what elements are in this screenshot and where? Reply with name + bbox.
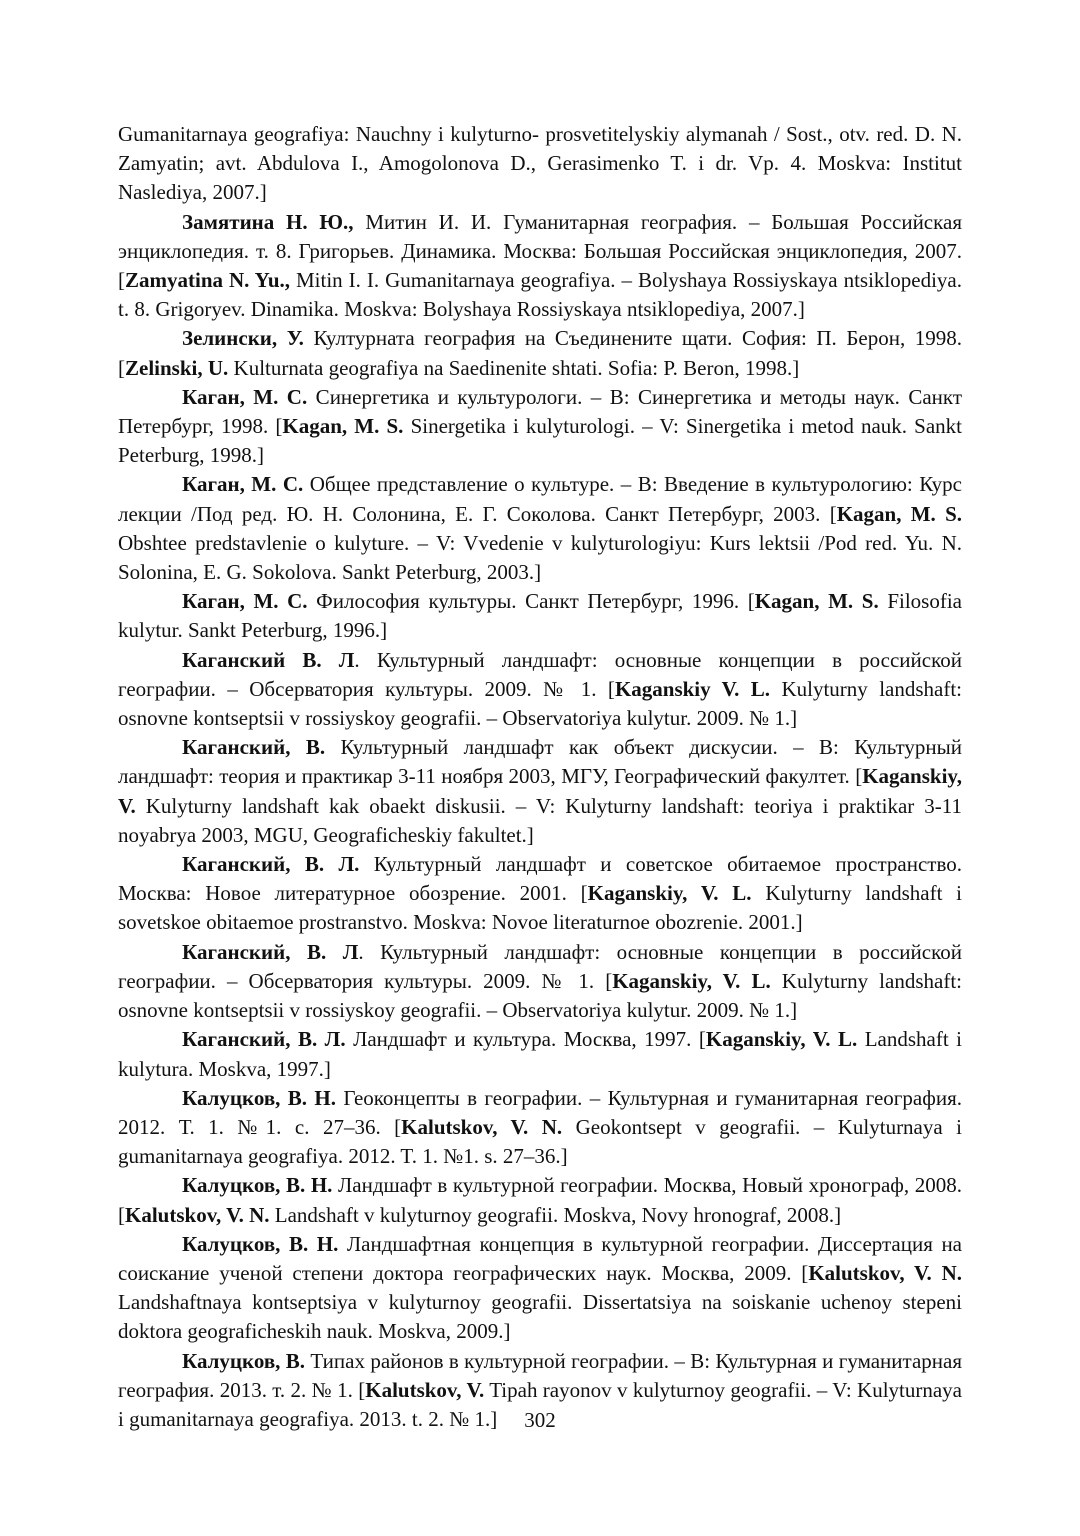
bibliography-entry [118, 1230, 962, 1347]
entry-text: Ландшафт в культурной географии. Москва, Новый хронограф, 2008. [ [118, 1173, 962, 1227]
entry-author: Каганский В. Л [182, 647, 355, 672]
entry-author: Kalutskov, V. N. [808, 1260, 963, 1285]
entry-text: . Культурный ландшафт: основные концепции в российской географии. – Обсерватория культуры. 2009. № 1. [ [118, 939, 962, 993]
entry-text: Mitin I. I. Gumanitarnaya geografiya. – Bolyshaya Rossiyskaya ntsiklopediya. t. 8. Grigoryev. Dinamika. Moskva: Bolyshaya Rossiyskaya ntsiklopediya, 2007.] [118, 268, 962, 322]
entry-author: Калуцков, В. Н. [182, 1173, 333, 1198]
entry-author: Калуцков, В. Н. [182, 1085, 337, 1110]
entry-text: Kulyturny landshaft: osnovne kontseptsii v rossiyskoy geografii. – Observatoriya kulytur. 2009. № 1.] [118, 676, 963, 731]
bibliography-entry [118, 1025, 962, 1083]
bibliography-entry [118, 733, 962, 850]
entry-text: Культурный ландшафт и советское обитаемое пространство. Москва: Новое литературное обозрение. 2001. [ [118, 852, 962, 906]
entry-author: Kaganskiy, V. L. [705, 1027, 858, 1052]
bibliography-entry-continuation [118, 120, 962, 208]
entry-text: Kulyturny landshaft kak obaekt diskusii. – V: Kulyturny landshaft: teoriya i praktikar 3-11 noyabrya 2003, MGU, Geograficheskiy fakultet.] [118, 793, 962, 847]
entry-author: Kagan, M. S. [836, 501, 963, 526]
bibliography-entry [118, 646, 962, 734]
entry-text: Landshaftnaya kontseptsiya v kulyturnoy geografii. Dissertatsiya na soiskanie uchenoy stepeni doktora geograficheskih nauk. Moskva, 2009.] [118, 1290, 962, 1344]
entry-text: Kulyturny landshaft i sovetskoe obitaemoe prostranstvo. Moskva: Novoe literaturnoe obozrenie. 2001.] [118, 881, 962, 935]
entry-author: Каган, М. С. [182, 472, 304, 497]
bibliography-entry [118, 383, 962, 471]
entry-author: Каганский, В. [182, 735, 326, 760]
bibliography-entry [118, 1171, 962, 1229]
bibliography-entry [118, 938, 962, 1026]
bibliography-entry [118, 1084, 962, 1172]
bibliography-entry [118, 587, 962, 645]
entry-text: Sinergetika i kulyturologi. – V: Sinergetika i metod nauk. Sankt Peterburg, 1998.] [118, 414, 963, 468]
entry-author: Каганский, В. Л [182, 939, 359, 964]
entry-author: Kaganskiy, V. L. [612, 968, 771, 993]
entry-author: Kalutskov, V. [365, 1377, 485, 1402]
entry-text: Ландшафтная концепция в культурной географии. Диссертация на соискание ученой степени доктора географических наук. Москва, 2009. [ [118, 1231, 962, 1285]
entry-text: Общее представление о культуре. – В: Введение в культурологию: Курс лекции /Под ред. Ю. Н. Солонина, Е. Г. Соколова. Санкт Петербург, 2003. [ [118, 472, 962, 526]
entry-text: Ландшафт и культура. Москва, 1997. [ [345, 1027, 706, 1052]
entry-text: Landshaft v kulyturnoy geografii. Moskva, Novy hronograf, 2008.] [269, 1202, 842, 1227]
entry-author: Kalutskov, V. N. [125, 1202, 270, 1227]
entry-author: Каган, М. С. [182, 589, 308, 614]
entry-text: Geokontsept v geografii. – Kulyturnaya i gumanitarnaya geografiya. 2012. T. 1. №1. s. 27–36.] [118, 1114, 963, 1169]
entry-text: Митин И. И. Гуманитарная география. – Большая Российская энциклопедия. т. 8. Григорьев. Динамика. Москва: Большая Российская энциклопедия, 2007. [ [118, 209, 962, 293]
entry-text: Kulturnata geografiya na Saedinenite shtati. Sofia: P. Beron, 1998.] [228, 355, 800, 380]
entry-text: Геоконцепты в географии. – Культурная и гуманитарная география. 2012. Т. 1. №1. с. 27–36. [ [118, 1085, 962, 1139]
entry-author: Замятина Н. Ю., [182, 209, 354, 234]
entry-text: Kulyturny landshaft: osnovne kontseptsii v rossiyskoy geografii. – Observatoriya kulytur. 2009. № 1.] [118, 968, 962, 1023]
entry-text: Tipah rayonov v kulyturnoy geografii. – V: Kulyturnaya i gumanitarnaya geografiya. 2013. t. 2. № 1.] [118, 1377, 962, 1431]
page-number: 302 [524, 1408, 556, 1432]
bibliography-entry [118, 324, 962, 382]
bibliography-entry [118, 208, 962, 325]
entry-text: Философия культуры. Санкт Петербург, 1996. [ [307, 589, 755, 614]
entry-author: Каганский, В. Л. [182, 852, 360, 877]
entry-author: Зелински, У. [182, 326, 304, 351]
entry-author: Калуцков, В. Н. [182, 1231, 339, 1256]
entry-author: Kaganskiy, V. [118, 764, 962, 818]
entry-text: . Культурный ландшафт: основные концепции в российской географии. – Обсерватория культуры. 2009. № 1. [ [118, 647, 962, 701]
entry-author: Kalutskov, V. N. [401, 1114, 563, 1139]
entry-text: Gumanitarnaya geografiya: Nauchny i kulyturno- prosvetitelyskiy alymanah / Sost., otv. red. D. N. Zamyatin; avt. Abdulova I., Amogolonova D., Gerasimenko T. i dr. Vp. 4. Moskva: Institut Naslediya, 2007.] [118, 122, 962, 205]
entry-author: Zamyatina N. Yu., [125, 268, 291, 293]
entry-author: Каган, М. С. [182, 384, 308, 409]
bibliography-entry [118, 470, 962, 587]
entry-text: Obshtee predstavlenie o kulyture. – V: Vvedenie v kulyturologiyu: Kurs lektsii /Pod red. Yu. N. Solonina, E. G. Sokolova. Sankt Peterburg, 2003.] [118, 530, 962, 585]
bibliography-list [118, 120, 962, 1434]
entry-author: Калуцков, В. [182, 1348, 306, 1373]
entry-text: Filosofia kulytur. Sankt Peterburg, 1996.] [118, 589, 962, 643]
entry-text: Културната география на Съединените щати. София: П. Берон, 1998. [ [118, 326, 962, 380]
entry-text: Типах районов в культурной географии. – В: Культурная и гуманитарная география. 2013. т. 2. № 1. [ [118, 1348, 962, 1402]
entry-author: Каганский, В. Л. [182, 1027, 346, 1052]
entry-author: Zelinski, U. [125, 355, 229, 380]
entry-text: Культурный ландшафт как объект дискусии. – В: Культурный ландшафт: теория и практикар 3-11 ноября 2003, МГУ, Географический факултет. [ [118, 735, 962, 789]
entry-text: Landshaft i kulytura. Moskva, 1997.] [118, 1027, 962, 1081]
entry-author: Kaganskiy, V. L. [587, 881, 752, 906]
entry-author: Kagan, M. S. [282, 414, 404, 439]
bibliography-entry [118, 850, 962, 938]
entry-text: Синергетика и культурологи. – В: Синергетика и методы наук. Санкт Петербург, 1998. [ [118, 384, 962, 439]
entry-author: Kaganskiy V. L. [614, 676, 771, 701]
entry-author: Kagan, M. S. [754, 589, 879, 614]
